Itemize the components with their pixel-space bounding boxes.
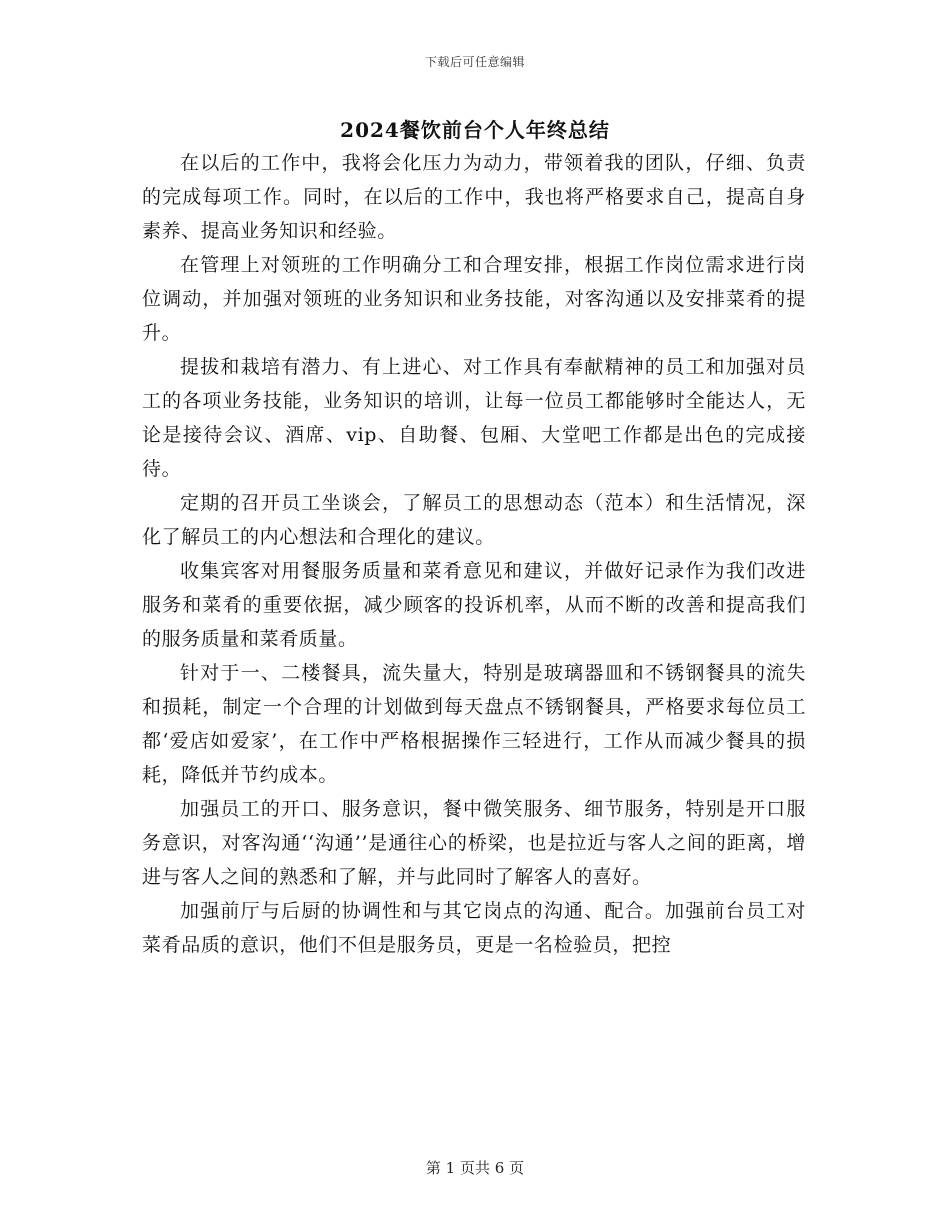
header-note: 下载后可任意编辑 [424,55,525,69]
page-number: 第 1 页共 6 页 [425,1159,525,1177]
document-title: 2024餐饮前台个人年终总结 [340,118,610,142]
paragraph: 定期的召开员工坐谈会，了解员工的思想动态（范本）和生活情况，深化了解员工的内心想法和合理化的建议。 [142,492,806,548]
paragraph: 加强前厅与后厨的协调性和与其它岗点的沟通、配合。加强前台员工对菜肴品质的意识，他们不但是服务员，更是一名检验员，把控 [142,900,806,956]
paragraph: 在管理上对领班的工作明确分工和合理安排，根据工作岗位需求进行岗位调动，并加强对领班的业务知识和业务技能，对客沟通以及安排菜肴的提升。 [142,254,806,344]
paragraph: 加强员工的开口、服务意识，餐中微笑服务、细节服务，特别是开口服务意识，对客沟通‘‘沟通’’是通往心的桥梁，也是拉近与客人之间的距离，增进与客人之间的熟悉和了解，并与此同时了解客人的喜好。 [142,798,806,888]
paragraph: 提拔和栽培有潜力、有上进心、对工作具有奉献精神的员工和加强对员工的各项业务技能，业务知识的培训，让每一位员工都能够时全能达人，无论是接待会议、酒席、vip、自助餐、包厢、大堂吧工作都是出色的完成接待。 [142,356,806,480]
document-body [142,146,806,962]
paragraph: 收集宾客对用餐服务质量和菜肴意见和建议，并做好记录作为我们改进服务和菜肴的重要依据，减少顾客的投诉机率，从而不断的改善和提高我们的服务质量和菜肴质量。 [142,560,806,650]
paragraph: 在以后的工作中，我将会化压力为动力，带领着我的团队，仔细、负责的完成每项工作。同时，在以后的工作中，我也将严格要求自己，提高自身素养、提高业务知识和经验。 [142,152,806,242]
paragraph: 针对于一、二楼餐具，流失量大，特别是玻璃器皿和不锈钢餐具的流失和损耗，制定一个合理的计划做到每天盘点不锈钢餐具，严格要求每位员工都‘爱店如爱家’，在工作中严格根据操作三轻进行，工作从而减少餐具的损耗，降低并节约成本。 [142,662,806,786]
